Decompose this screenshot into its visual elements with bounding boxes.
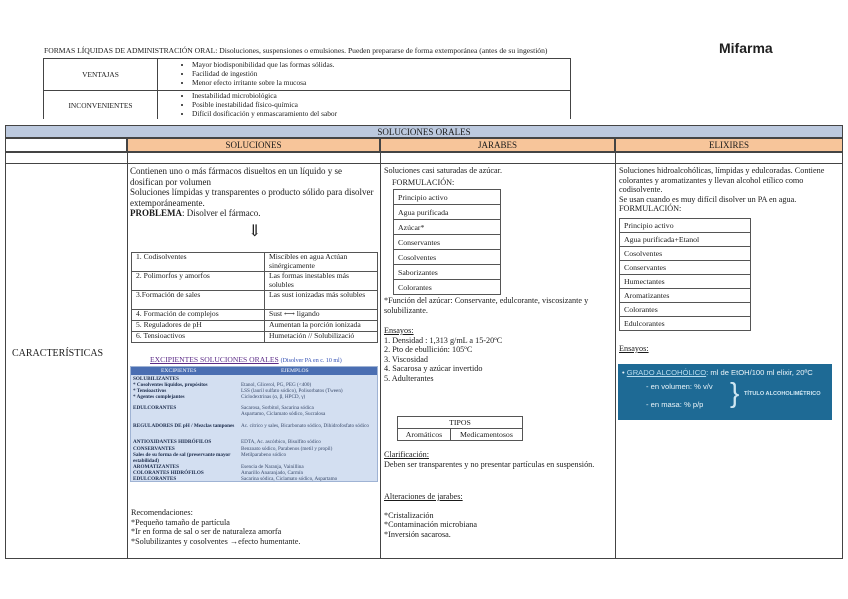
table-row — [133, 453, 377, 465]
formulacion-item: Humectantes — [620, 275, 751, 289]
formulacion-item: Agua purificada+Etanol — [620, 233, 751, 247]
jarabes-formulacion-label: FORMULACIÓN: — [392, 178, 455, 187]
list-item: • Inestabilidad microbiológica — [192, 92, 566, 101]
excipient-example: Metilparabeno sódico — [241, 452, 287, 458]
jarabes-tipos-table — [397, 416, 523, 441]
soluciones-intro-line: Contienen uno o más fármacos disueltos en un líquido y se dosifican por volumen — [130, 166, 342, 187]
main-table-title: SOLUCIONES ORALES — [5, 125, 843, 138]
excipient-example: Sacarina sódica, Ciclamato sódico, Aspartamo — [241, 476, 338, 482]
list-item: *Inversión sacarosa. — [384, 529, 451, 539]
excipient-name: EDULCORANTES — [133, 405, 177, 411]
column-divider — [127, 152, 128, 559]
table-row — [620, 275, 751, 289]
grado-definition: • GRADO ALCOHÓLICO: ml de EtOH/100 ml elixir, 20ºC — [622, 368, 813, 377]
table-row — [133, 395, 377, 401]
list-item: *Solubilizantes y cosolventes →efecto humentante. — [131, 536, 301, 546]
method-desc: Aumentan la porción ionizada — [265, 321, 378, 332]
excipients-title-text: EXCIPIENTES SOLUCIONES ORALES — [150, 355, 279, 364]
excipient-example: Sacarosa, Sorbitol, Sacarina sódica — [241, 405, 314, 411]
formulacion-item: Principio activo — [394, 190, 501, 205]
inconvenientes-label: INCONVENIENTES — [44, 91, 158, 120]
method-desc: Las sust ionizadas más solubles — [265, 291, 378, 310]
titulo-alcoholimetrico: TÍTULO ALCOHOLIMÉTRICO — [744, 391, 821, 397]
elixires-ensayos-label: Ensayos: — [619, 344, 649, 353]
list-item: *Ir en forma de sal o ser de naturaleza amorfa — [131, 527, 282, 537]
table-row — [132, 291, 378, 310]
column-header-soluciones: SOLUCIONES — [127, 138, 380, 152]
list-item: • Mayor biodisponibilidad que las formas sólidas. — [192, 61, 566, 70]
jarabes-ensayos — [384, 326, 612, 384]
excipients-table — [130, 366, 378, 482]
list-item: 1. Densidad : 1,313 g/mL a 15-20ºC — [384, 335, 503, 345]
excipient-example: Esencia de Naranja, Vainillina — [241, 464, 304, 470]
column-header-empty — [5, 138, 127, 152]
formulacion-item: Azúcar* — [394, 220, 501, 235]
formulacion-item: Cosolventes — [394, 250, 501, 265]
list-item: • Facilidad de ingestión — [192, 70, 566, 79]
header-divider — [5, 152, 843, 153]
excipient-example: Ciclodextrinas (α, β, HPCD, γ) — [241, 394, 306, 400]
soluciones-intro-line: Soluciones límpidas y transparentes o producto sólido para disolver extemporáneamente. — [130, 187, 374, 208]
method-name: 5. Reguladores de pH — [132, 321, 265, 332]
table-row — [394, 265, 501, 280]
list-item: • Menor efecto irritante sobre la mucosa — [192, 79, 566, 88]
row-divider — [5, 163, 843, 164]
brand-logo: Mifarma — [719, 40, 773, 56]
excipients-header — [131, 367, 377, 375]
method-name: 1. Codisolventes — [132, 253, 265, 272]
list-item: 5. Adulterantes — [384, 373, 434, 383]
grado-def: : ml de EtOH/100 ml elixir, 20ºC — [706, 368, 813, 377]
excipients-header-col: EJEMPLOS — [281, 368, 309, 374]
table-row — [620, 303, 751, 317]
table-row — [133, 412, 377, 418]
table-row — [620, 219, 751, 233]
column-header-elixires: ELIXIRES — [615, 138, 843, 152]
formulacion-item: Principio activo — [620, 219, 751, 233]
table-row — [133, 424, 377, 430]
formulacion-item: Conservantes — [394, 235, 501, 250]
grado-alcoholico-box — [618, 364, 832, 420]
ensayos-label: Ensayos: — [384, 326, 414, 335]
table-row — [394, 190, 501, 205]
table-row — [620, 317, 751, 331]
ventajas-row — [44, 59, 571, 91]
table-row — [132, 310, 378, 321]
arrow-down-icon: ⇓ — [248, 223, 262, 240]
table-row — [620, 247, 751, 261]
table-row — [620, 233, 751, 247]
excipient-name: REGULADORES DE pH / Mezclas tampones — [133, 423, 235, 429]
soluciones-intro — [130, 166, 376, 219]
table-row — [394, 250, 501, 265]
table-row — [398, 417, 523, 429]
tipo-item: Medicamentosos — [450, 429, 522, 441]
method-desc: Las formas inestables más solubles — [265, 272, 378, 291]
excipient-name: ANTIOXIDANTES HIDRÓFILOS — [133, 439, 212, 445]
list-item: *Contaminación microbiana — [384, 520, 477, 530]
list-item: • Posible inestabilidad físico-química — [192, 101, 566, 110]
table-row — [620, 289, 751, 303]
excipient-example: Benzoato sódico, Parabenos (metil y propil) — [241, 446, 333, 452]
table-row — [132, 272, 378, 291]
elixires-intro — [619, 166, 841, 214]
table-row — [398, 429, 523, 441]
column-divider — [615, 152, 616, 559]
problema-text: : Disolver el fármaco. — [182, 208, 261, 219]
problema-label: PROBLEMA — [130, 208, 183, 219]
grado-volumen: - en volumen: % v/v — [646, 382, 713, 391]
table-row — [132, 332, 378, 343]
recomendaciones-title: Recomendaciones: — [131, 508, 193, 517]
summary-table-container — [43, 58, 573, 119]
inconvenientes-list-cell — [158, 91, 571, 120]
method-desc: Humetación // Solubilizació — [265, 332, 378, 343]
jarabes-formulacion-table — [393, 189, 501, 295]
document-title: FORMAS LÍQUIDAS DE ADMINISTRACIÓN ORAL: Disoluciones, suspensiones o emulsiones. Pueden prepararse de forma extemporánea (antes de su ingestión) — [44, 46, 548, 55]
summary-table — [43, 58, 571, 119]
excipient-name: SOLUBILIZANTES — [133, 376, 179, 382]
table-row — [133, 440, 377, 446]
excipients-subtitle: (Disolver PA en c. 10 ml) — [280, 358, 342, 364]
jarabes-alteraciones — [384, 492, 612, 539]
excipient-name: * Cosolventes líquidos, propósitos — [133, 382, 208, 388]
jarabes-clarificacion — [384, 450, 612, 469]
excipient-name: CONSERVANTES — [133, 446, 175, 452]
formulacion-item: Saborizantes — [394, 265, 501, 280]
table-row — [394, 235, 501, 250]
table-row — [133, 477, 377, 483]
tipo-item: Aromáticos — [398, 429, 451, 441]
elixires-formulacion-table — [619, 218, 751, 331]
ventajas-label: VENTAJAS — [44, 59, 158, 91]
row-label-caracteristicas: CARACTERÍSTICAS — [12, 348, 104, 359]
formulacion-item: Colorantes — [394, 280, 501, 295]
elixires-intro-text: Se usan cuando es muy difícil disolver un PA en agua. — [619, 194, 797, 204]
grado-masa: - en masa: % p/p — [646, 400, 704, 409]
list-item: *Pequeño tamaño de partícula — [131, 517, 230, 527]
soluciones-problema — [130, 208, 376, 219]
excipient-example: LSS (lauril sulfato sódico), Polisorbatos (Tween) — [241, 388, 343, 394]
excipients-title — [150, 355, 342, 364]
table-row — [132, 321, 378, 332]
formulacion-item: Colorantes — [620, 303, 751, 317]
grado-label: GRADO ALCOHÓLICO — [626, 368, 707, 377]
formulacion-item: Edulcorantes — [620, 317, 751, 331]
excipient-example: Etanol, Glicerol, PG, PEG (<400) — [241, 382, 312, 388]
table-row — [394, 280, 501, 295]
column-header-jarabes: JARABES — [380, 138, 615, 152]
method-name: 2. Polimorfos y amorfos — [132, 272, 265, 291]
ventajas-list — [162, 61, 566, 87]
tipos-label: TIPOS — [398, 417, 523, 429]
list-item: 3. Viscosidad — [384, 354, 428, 364]
method-name: 6. Tensioactivos — [132, 332, 265, 343]
clarificacion-text: Deben ser transparentes y no presentar partículas en suspensión. — [384, 459, 595, 469]
formulacion-item: Agua purificada — [394, 205, 501, 220]
method-name: 3.Formación de sales — [132, 291, 265, 310]
list-item: 2. Pto de ebullición: 105ºC — [384, 345, 473, 355]
excipient-name: AROMATIZANTES — [133, 464, 180, 470]
elixires-formulacion-label: FORMULACIÓN: — [619, 204, 682, 214]
method-name: 4. Formación de complejos — [132, 310, 265, 321]
soluciones-methods-table — [131, 252, 378, 343]
list-item: 4. Sacarosa y azúcar invertido — [384, 364, 483, 374]
excipient-name: COLORANTES HIDRÓFILOS — [133, 470, 204, 476]
table-row — [132, 253, 378, 272]
table-row — [394, 220, 501, 235]
method-desc: Sust ⟷ ligando — [265, 310, 378, 321]
inconvenientes-list — [162, 92, 566, 118]
excipient-name: EDULCORANTES — [133, 476, 177, 482]
ventajas-list-cell — [158, 59, 571, 91]
jarabes-nota: *Función del azúcar: Conservante, edulcorante, viscosizante y solubilizante. — [384, 296, 589, 315]
list-item: • Difícil dosificación y enmascaramiento del sabor — [192, 110, 566, 119]
clarificacion-label: Clarificación: — [384, 450, 430, 459]
excipient-name: Sales de su forma de sal (preservante mayor estabilidad) — [133, 452, 231, 464]
inconvenientes-row — [44, 91, 571, 120]
excipient-name: * Tensioactivos — [133, 388, 167, 394]
elixires-intro-text: Soluciones hidroalcohólicas, límpidas y edulcoradas. Contiene colorantes y aromatizantes y llevan alcohol etílico como codisolvente. — [619, 166, 825, 195]
spacer — [384, 502, 612, 511]
formulacion-item: Conservantes — [620, 261, 751, 275]
excipient-example: Amarillo Anaranjado, Carmín — [241, 470, 304, 476]
table-row — [620, 261, 751, 275]
column-divider — [380, 152, 381, 559]
alteraciones-label: Alteraciones de jarabes: — [384, 492, 463, 501]
formulacion-item: Aromatizantes — [620, 289, 751, 303]
table-row — [394, 205, 501, 220]
list-item: *Cristalización — [384, 510, 434, 520]
excipients-header-col: EXCIPIENTES — [161, 368, 197, 374]
recomendaciones — [131, 508, 377, 546]
brace-icon: } — [730, 377, 740, 408]
excipient-example: Ac. cítrico y sales, Bicarbonato sódico, Dihidrofosfato sódico — [241, 423, 369, 429]
excipient-name: * Agentes complejantes — [133, 394, 185, 400]
method-desc: Miscibles en agua Actúan sinérgicamente — [265, 253, 378, 272]
formulacion-item: Cosolventes — [620, 247, 751, 261]
jarabes-intro: Soluciones casi saturadas de azúcar. — [384, 166, 502, 175]
excipient-example: Aspartamo, Ciclamato sódico, Sucralosa — [241, 411, 326, 417]
excipient-example: EDTA, Ac. ascórbico, Bisulfito sódico — [241, 439, 321, 445]
